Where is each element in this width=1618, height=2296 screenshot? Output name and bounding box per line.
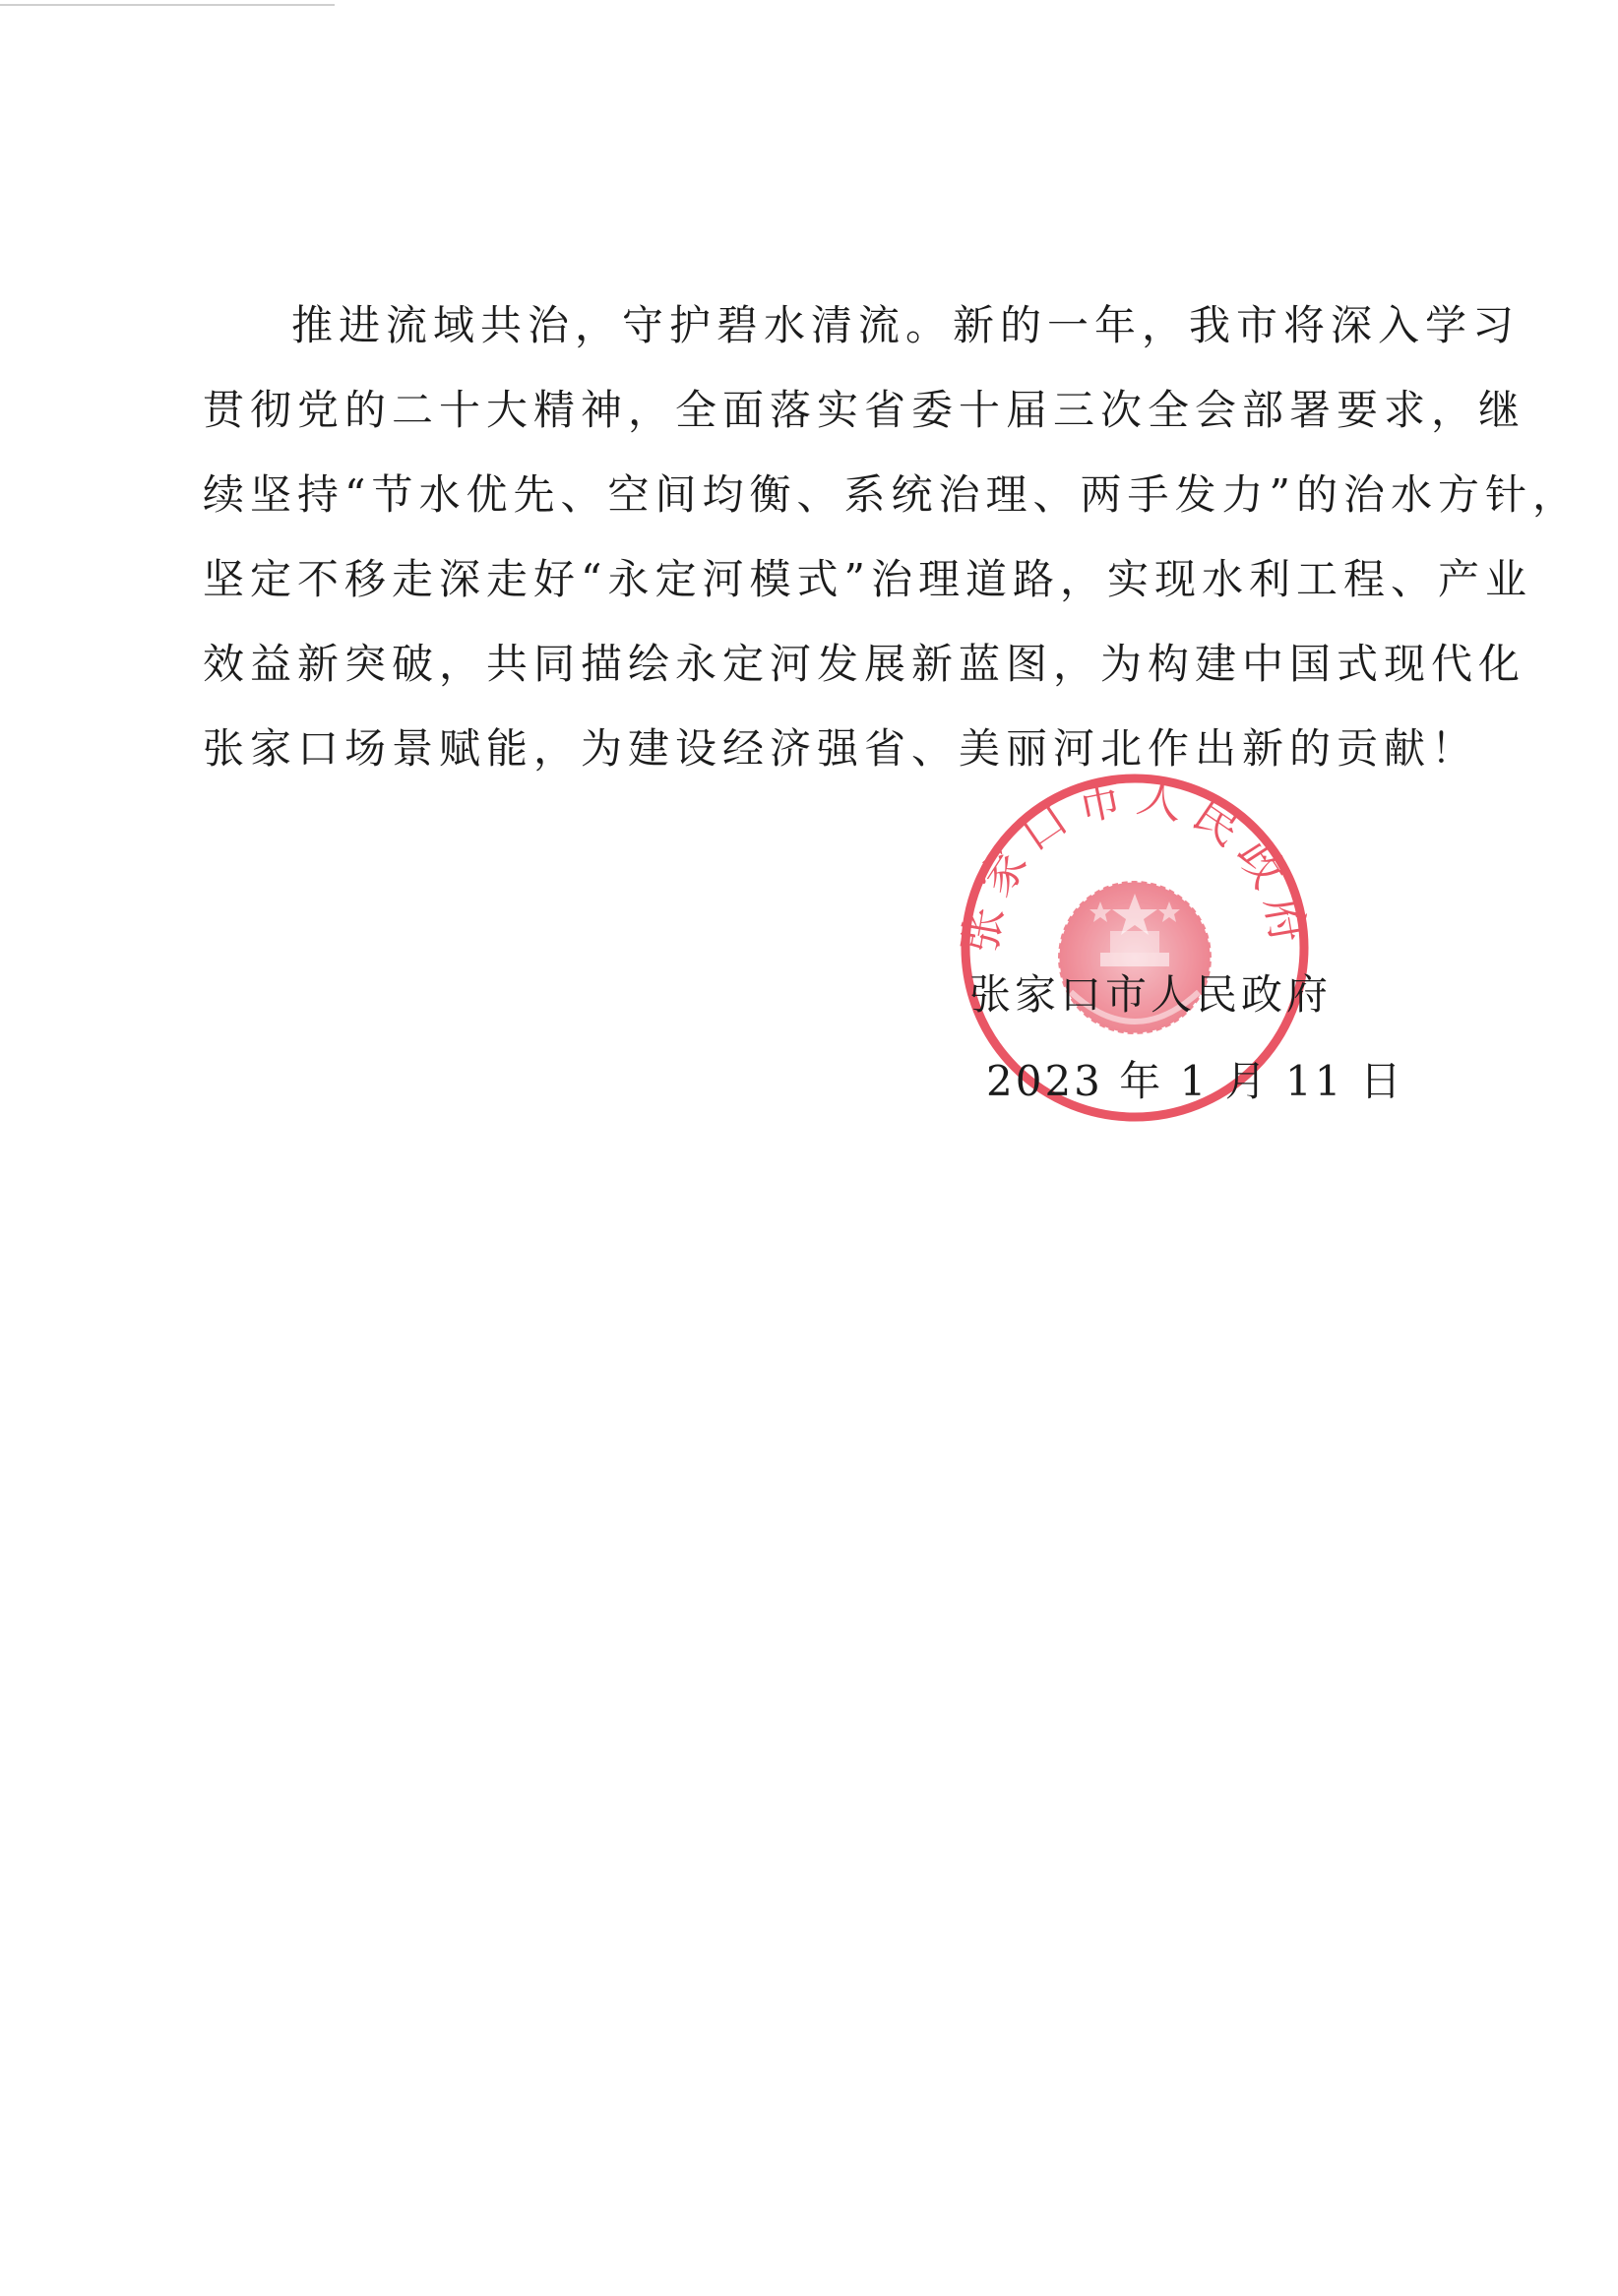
seal-text-path: 张家口市人民政府 bbox=[953, 769, 1317, 957]
paragraph-line: 贯彻党的二十大精神，全面落实省委十届三次全会部署要求，继 bbox=[203, 386, 1526, 434]
body-paragraph bbox=[203, 283, 1580, 791]
paragraph-line: 效益新突破，共同描绘永定河发展新蓝图，为构建中国式现代化 bbox=[203, 640, 1526, 688]
signature-date: 2023 年 1 月 11 日 bbox=[986, 1057, 1404, 1105]
paragraph-line: 坚定不移走深走好“永定河模式”治理道路，实现水利工程、产业 bbox=[203, 555, 1532, 603]
top-edge-rule bbox=[0, 4, 335, 6]
paragraph-line: 张家口场景赋能，为建设经济强省、美丽河北作出新的贡献！ bbox=[203, 724, 1479, 773]
paragraph-line: 推进流域共治，守护碧水清流。新的一年，我市将深入学习 bbox=[291, 301, 1521, 349]
paragraph-line: 续坚持“节水优先、空间均衡、系统治理、两手发力”的治水方针， bbox=[203, 470, 1580, 519]
signature-org-name: 张家口市人民政府 bbox=[969, 970, 1333, 1019]
